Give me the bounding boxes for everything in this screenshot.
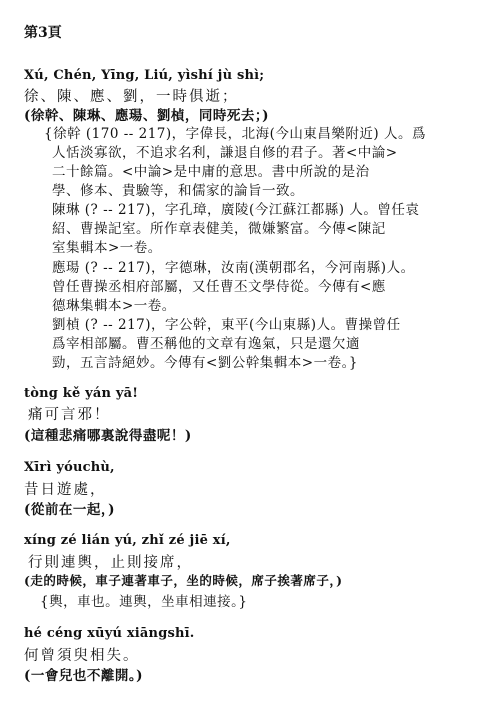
note-line: 曾任曹操丞相府部屬，又任曹丕文學侍從。今傳有<應: [52, 279, 386, 295]
note-line: 室集輯本>一卷。: [52, 240, 162, 256]
note-line: {徐幹 (170 -- 217)，字偉長，北海(今山東昌樂附近) 人。爲: [44, 126, 426, 142]
pinyin-line: Xīrì yóuchù,: [24, 460, 115, 475]
note-line: 學、修本、貴驗等，和儒家的論旨一致。: [52, 183, 304, 199]
pinyin-line: hé céng xūyú xiāngshī.: [24, 626, 195, 641]
original-text: 行則連輿，止則接席，: [28, 555, 193, 571]
pinyin-line: tòng kě yán yā!: [24, 386, 139, 401]
note-line: 勁，五言詩絕妙。今傳有<劉公幹集輯本>一卷。}: [52, 355, 358, 371]
pinyin-line: xíng zé lián yú, zhǐ zé jiē xí,: [24, 533, 231, 548]
note-line: 劉楨 (? -- 217)，字公幹，東平(今山東縣)人。曹操曾任: [52, 317, 401, 333]
note-line: {輿，車也。連輿，坐車相連接。}: [40, 594, 248, 610]
original-text: 何曾須臾相失。: [24, 648, 140, 664]
translation-text: (走的時候，車子連著車子，坐的時候，席子挨著席子，): [24, 573, 343, 588]
original-text: 昔日遊處，: [24, 482, 107, 498]
note-line: 二十餘篇。<中論>是中庸的意思。書中所說的是治: [52, 164, 370, 180]
translation-text: (一會兒也不離開。): [24, 668, 144, 684]
pinyin-line: Xú, Chén, Yīng, Liú, yìshí jù shì;: [24, 68, 265, 83]
translation-text: (從前在一起，): [24, 502, 116, 518]
note-line: 爲宰相部屬。曹丕稱他的文章有逸氣，只是還欠適: [52, 336, 360, 352]
original-text: 徐、陳、應、劉，一時俱逝；: [24, 89, 239, 105]
page-number: 第3頁: [24, 25, 62, 41]
translation-text: (徐幹、陳琳、應瑒、劉楨，同時死去；): [24, 108, 270, 124]
translation-text: (這種悲痛哪裏說得盡呢！): [24, 428, 192, 444]
note-line: 應瑒 (? -- 217)，字德琳，汝南(漢朝郡名，今河南縣)人。: [52, 260, 415, 276]
note-line: 德琳集輯本>一卷。: [52, 298, 176, 314]
note-line: 人恬淡寡欲，不追求名利，謙退自修的君子。著<中論>: [52, 145, 398, 161]
note-line: 紹、曹操記室。所作章表健美，微嫌繁富。今傳<陳記: [52, 221, 386, 237]
original-text: 痛可言邪！: [28, 407, 111, 423]
note-line: 陳琳 (? -- 217)，字孔璋，廣陵(今江蘇江都縣) 人。曾任袁: [52, 202, 420, 218]
